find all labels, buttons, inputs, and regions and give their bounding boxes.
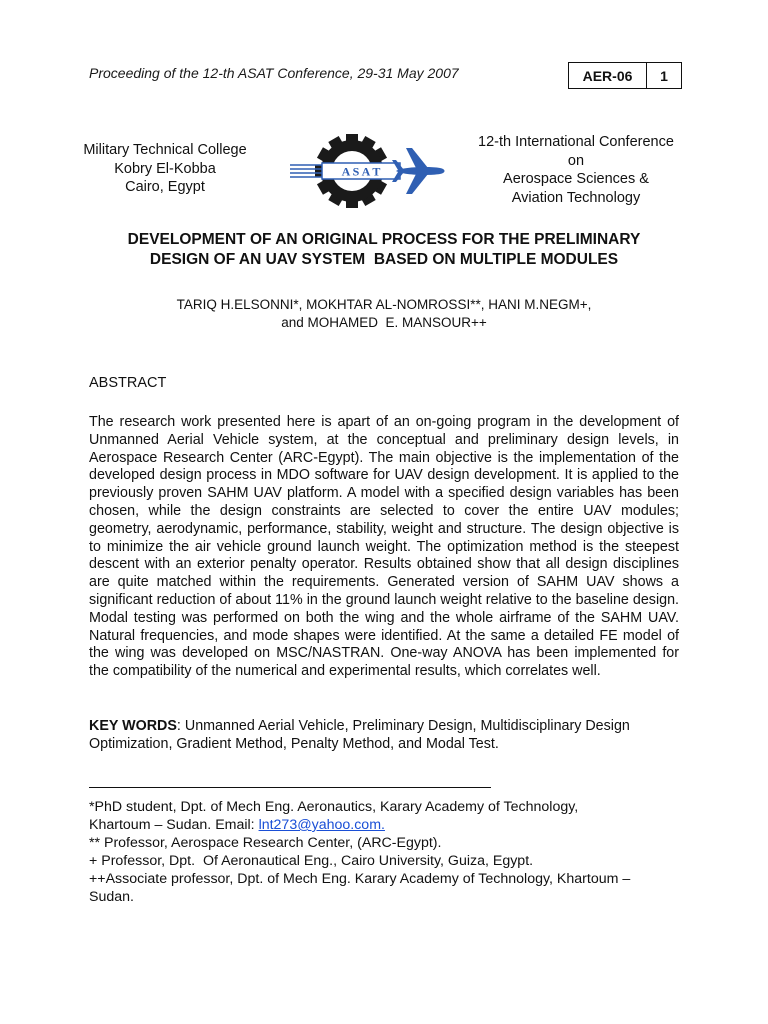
airplane-icon [392, 148, 445, 194]
paper-code: AER-06 [569, 63, 647, 88]
paper-reference-box [568, 62, 682, 89]
running-head: Proceeding of the 12-th ASAT Conference, 29-31 May 2007 [89, 65, 459, 81]
page-number: 1 [660, 67, 668, 84]
host-institution [80, 141, 250, 197]
footnote-4-line-1: ++Associate professor, Dpt. of Mech Eng. Karary Academy of Technology, Khartoum – [89, 871, 631, 887]
keywords-label: KEY WORDS [89, 718, 177, 734]
author-list [80, 296, 688, 332]
authors-line-1: TARIQ H.ELSONNI*, MOKHTAR AL-NOMROSSI**, HANI M.NEGM+, [176, 297, 592, 312]
footnote-1-address: Khartoum – Sudan. Email: [89, 817, 259, 833]
abstract-heading: ABSTRACT [89, 375, 167, 391]
abstract-body: The research work presented here is apart of an on-going program in the development of Unmanned Aerial Vehicle system, at the conceptual and preliminary design levels, in Aerospace Research Center (ARC-Egypt). The main objective is the implementation of the developed design process in MDO software for UAV design development. It is applied to the previously proven SAHM UAV platform. A model with a specified design variables has been chosen, while the design constraints are selected to cover the entire UAV modules; geometry, aerodynamic, performance, stability, weight and structure. The design objective is to minimize the air vehicle ground launch weight. The optimization method is the steepest descent with an exterior penalty operator. Results obtained show that all design disciplines are quite matched within the requirements. Generated version of SAHM UAV shows a significant reduction of about 11% in the ground launch weight relative to the baseline design. Modal testing was performed on both the wing and the whole airframe of the SAHM UAV. Natural frequencies, and mode shapes were identified. At the same a detailed FE model of the wing was developed on MSC/NASTRAN. One-way ANOVA has been implemented for the compatibility of the numerical and experimental results, which correlates well. [89, 414, 679, 680]
conference-name [470, 133, 682, 207]
keywords-text: : Unmanned Aerial Vehicle, Preliminary Design, Multidisciplinary Design Optimization, Gradient Method, Penalty Method, and Modal Test. [89, 718, 630, 752]
footnote-separator [89, 787, 491, 788]
institution-district: Kobry El-Kobba [114, 160, 216, 177]
logo-lettering: A S A T [341, 164, 381, 179]
conference-line-1: 12-th International Conference [478, 134, 674, 150]
institution-name: Military Technical College [83, 142, 247, 158]
title-line-1: DEVELOPMENT OF AN ORIGINAL PROCESS FOR THE PRELIMINARY [127, 231, 641, 248]
paper-title [80, 230, 688, 270]
conference-line-2: on [567, 152, 585, 169]
footnotes [89, 798, 689, 906]
author-email-link[interactable]: lnt273@yahoo.com. [258, 817, 385, 833]
conference-line-4: Aviation Technology [511, 189, 641, 206]
title-line-2: DESIGN OF AN UAV SYSTEM BASED ON MULTIPLE MODULES [149, 251, 619, 268]
footnote-4-line-2: Sudan. [89, 889, 134, 905]
authors-line-2: and MOHAMED E. MANSOUR++ [281, 315, 487, 330]
footnote-2: ** Professor, Aerospace Research Center, (ARC-Egypt). [89, 835, 442, 851]
footnote-3: + Professor, Dpt. Of Aeronautical Eng., Cairo University, Guiza, Egypt. [89, 853, 534, 869]
conference-line-3: Aerospace Sciences & [503, 171, 649, 187]
institution-city: Cairo, Egypt [125, 179, 205, 195]
footnote-1-line-2 [89, 816, 689, 834]
asat-logo [288, 130, 448, 210]
keywords [89, 717, 679, 753]
footnote-1-line-1: *PhD student, Dpt. of Mech Eng. Aeronautics, Karary Academy of Technology, [89, 799, 579, 815]
